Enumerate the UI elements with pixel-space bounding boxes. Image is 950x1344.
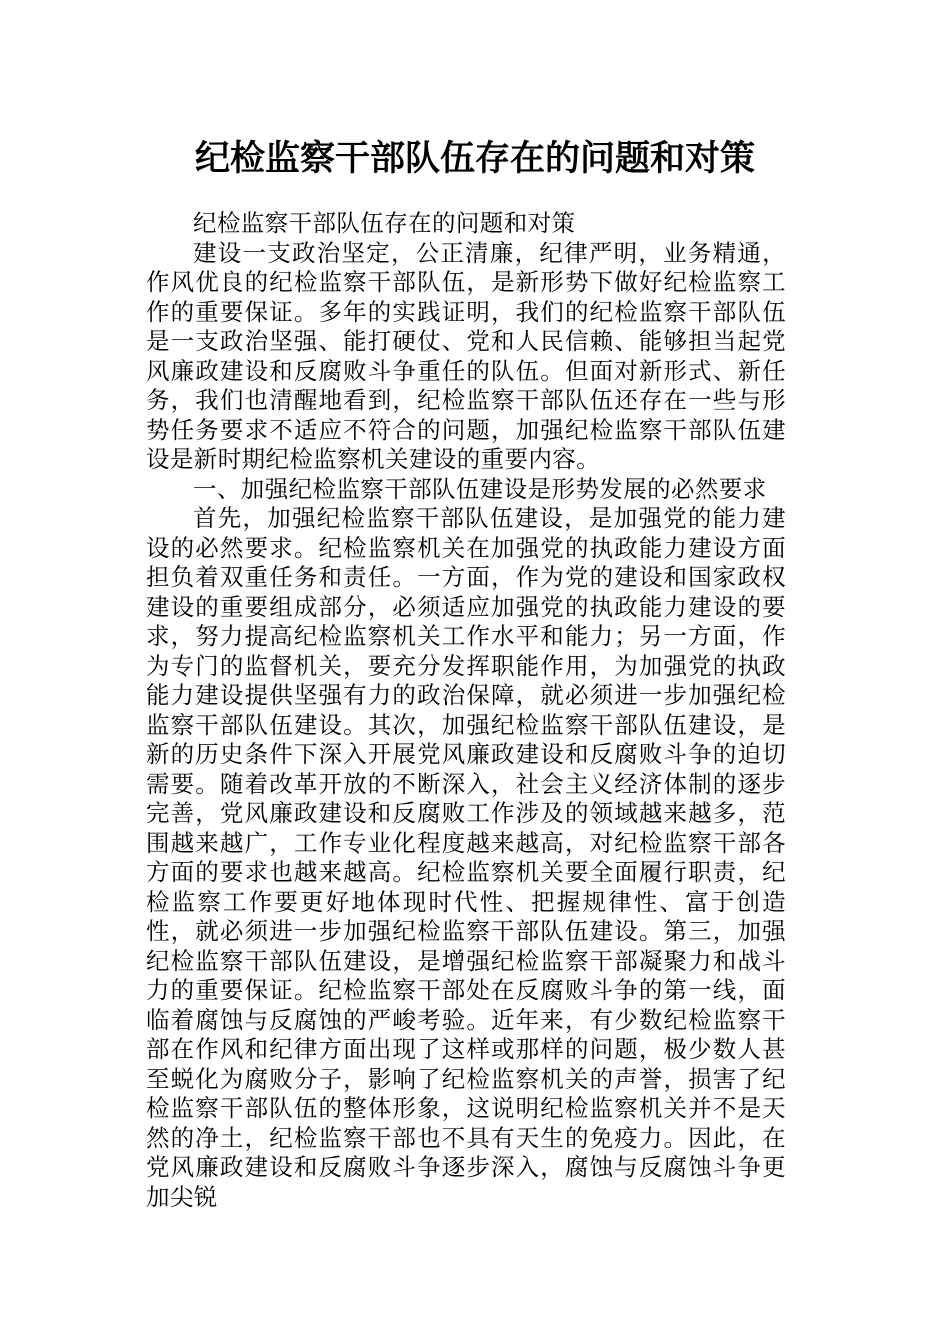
body-paragraph: 首先，加强纪检监察干部队伍建设，是加强党的能力建设的必然要求。纪检监察机关在加强党的执政能力建设方面担负着双重任务和责任。一方面，作为党的建设和国家政权建设的重要组成部分，必须适应加强党的执政能力建设的要求，努力提高纪检监察机关工作水平和能力；另一方面，作为专门的监督机关，要充分发挥职能作用，为加强党的执政能力建设提供坚强有力的政治保障，就必须进一步加强纪检监察干部队伍建设。其次，加强纪检监察干部队伍建设，是新的历史条件下深入开展党风廉政建设和反腐败斗争的迫切需要。随着改革开放的不断深入，社会主义经济体制的逐步完善，党风廉政建设和反腐败工作涉及的领域越来越多，范围越来越广，工作专业化程度越来越高，对纪检监察干部各方面的要求也越来越高。纪检监察机关要全面履行职责，纪检监察工作要更好地体现时代性、把握规律性、富于创造性，就必须进一步加强纪检监察干部队伍建设。第三，加强纪检监察干部队伍建设，是增强纪检监察干部凝聚力和战斗力的重要保证。纪检监察干部处在反腐败斗争的第一线，面临着腐蚀与反腐蚀的严峻考验。近年来，有少数纪检监察干部在作风和纪律方面出现了这样或那样的问题，极少数人甚至蜕化为腐败分子，影响了纪检监察机关的声誉，损害了纪检监察干部队伍的整体形象，这说明纪检监察机关并不是天然的净土，纪检监察干部也不具有天生的免疫力。因此，在党风廉政建设和反腐败斗争逐步深入，腐蚀与反腐蚀斗争更加尖锐 bbox=[146, 504, 786, 1211]
document-title: 纪检监察干部队伍存在的问题和对策 bbox=[194, 138, 755, 179]
section-heading: 一、加强纪检监察干部队伍建设是形势发展的必然要求 bbox=[193, 474, 767, 503]
intro-paragraph: 建设一支政治坚定，公正清廉，纪律严明，业务精通，作风优良的纪检监察干部队伍，是新形势下做好纪检监察工作的重要保证。多年的实践证明，我们的纪检监察干部队伍是一支政治坚强、能打硬仗、党和人民信赖、能够担当起党风廉政建设和反腐败斗争重任的队伍。但面对新形式、新任务，我们也清醒地看到，纪检监察干部队伍还存在一些与形势任务要求不适应不符合的问题，加强纪检监察干部队伍建设是新时期纪检监察机关建设的重要内容。 bbox=[146, 238, 786, 473]
document-body bbox=[146, 209, 786, 1212]
subtitle-paragraph: 纪检监察干部队伍存在的问题和对策 bbox=[193, 209, 576, 237]
